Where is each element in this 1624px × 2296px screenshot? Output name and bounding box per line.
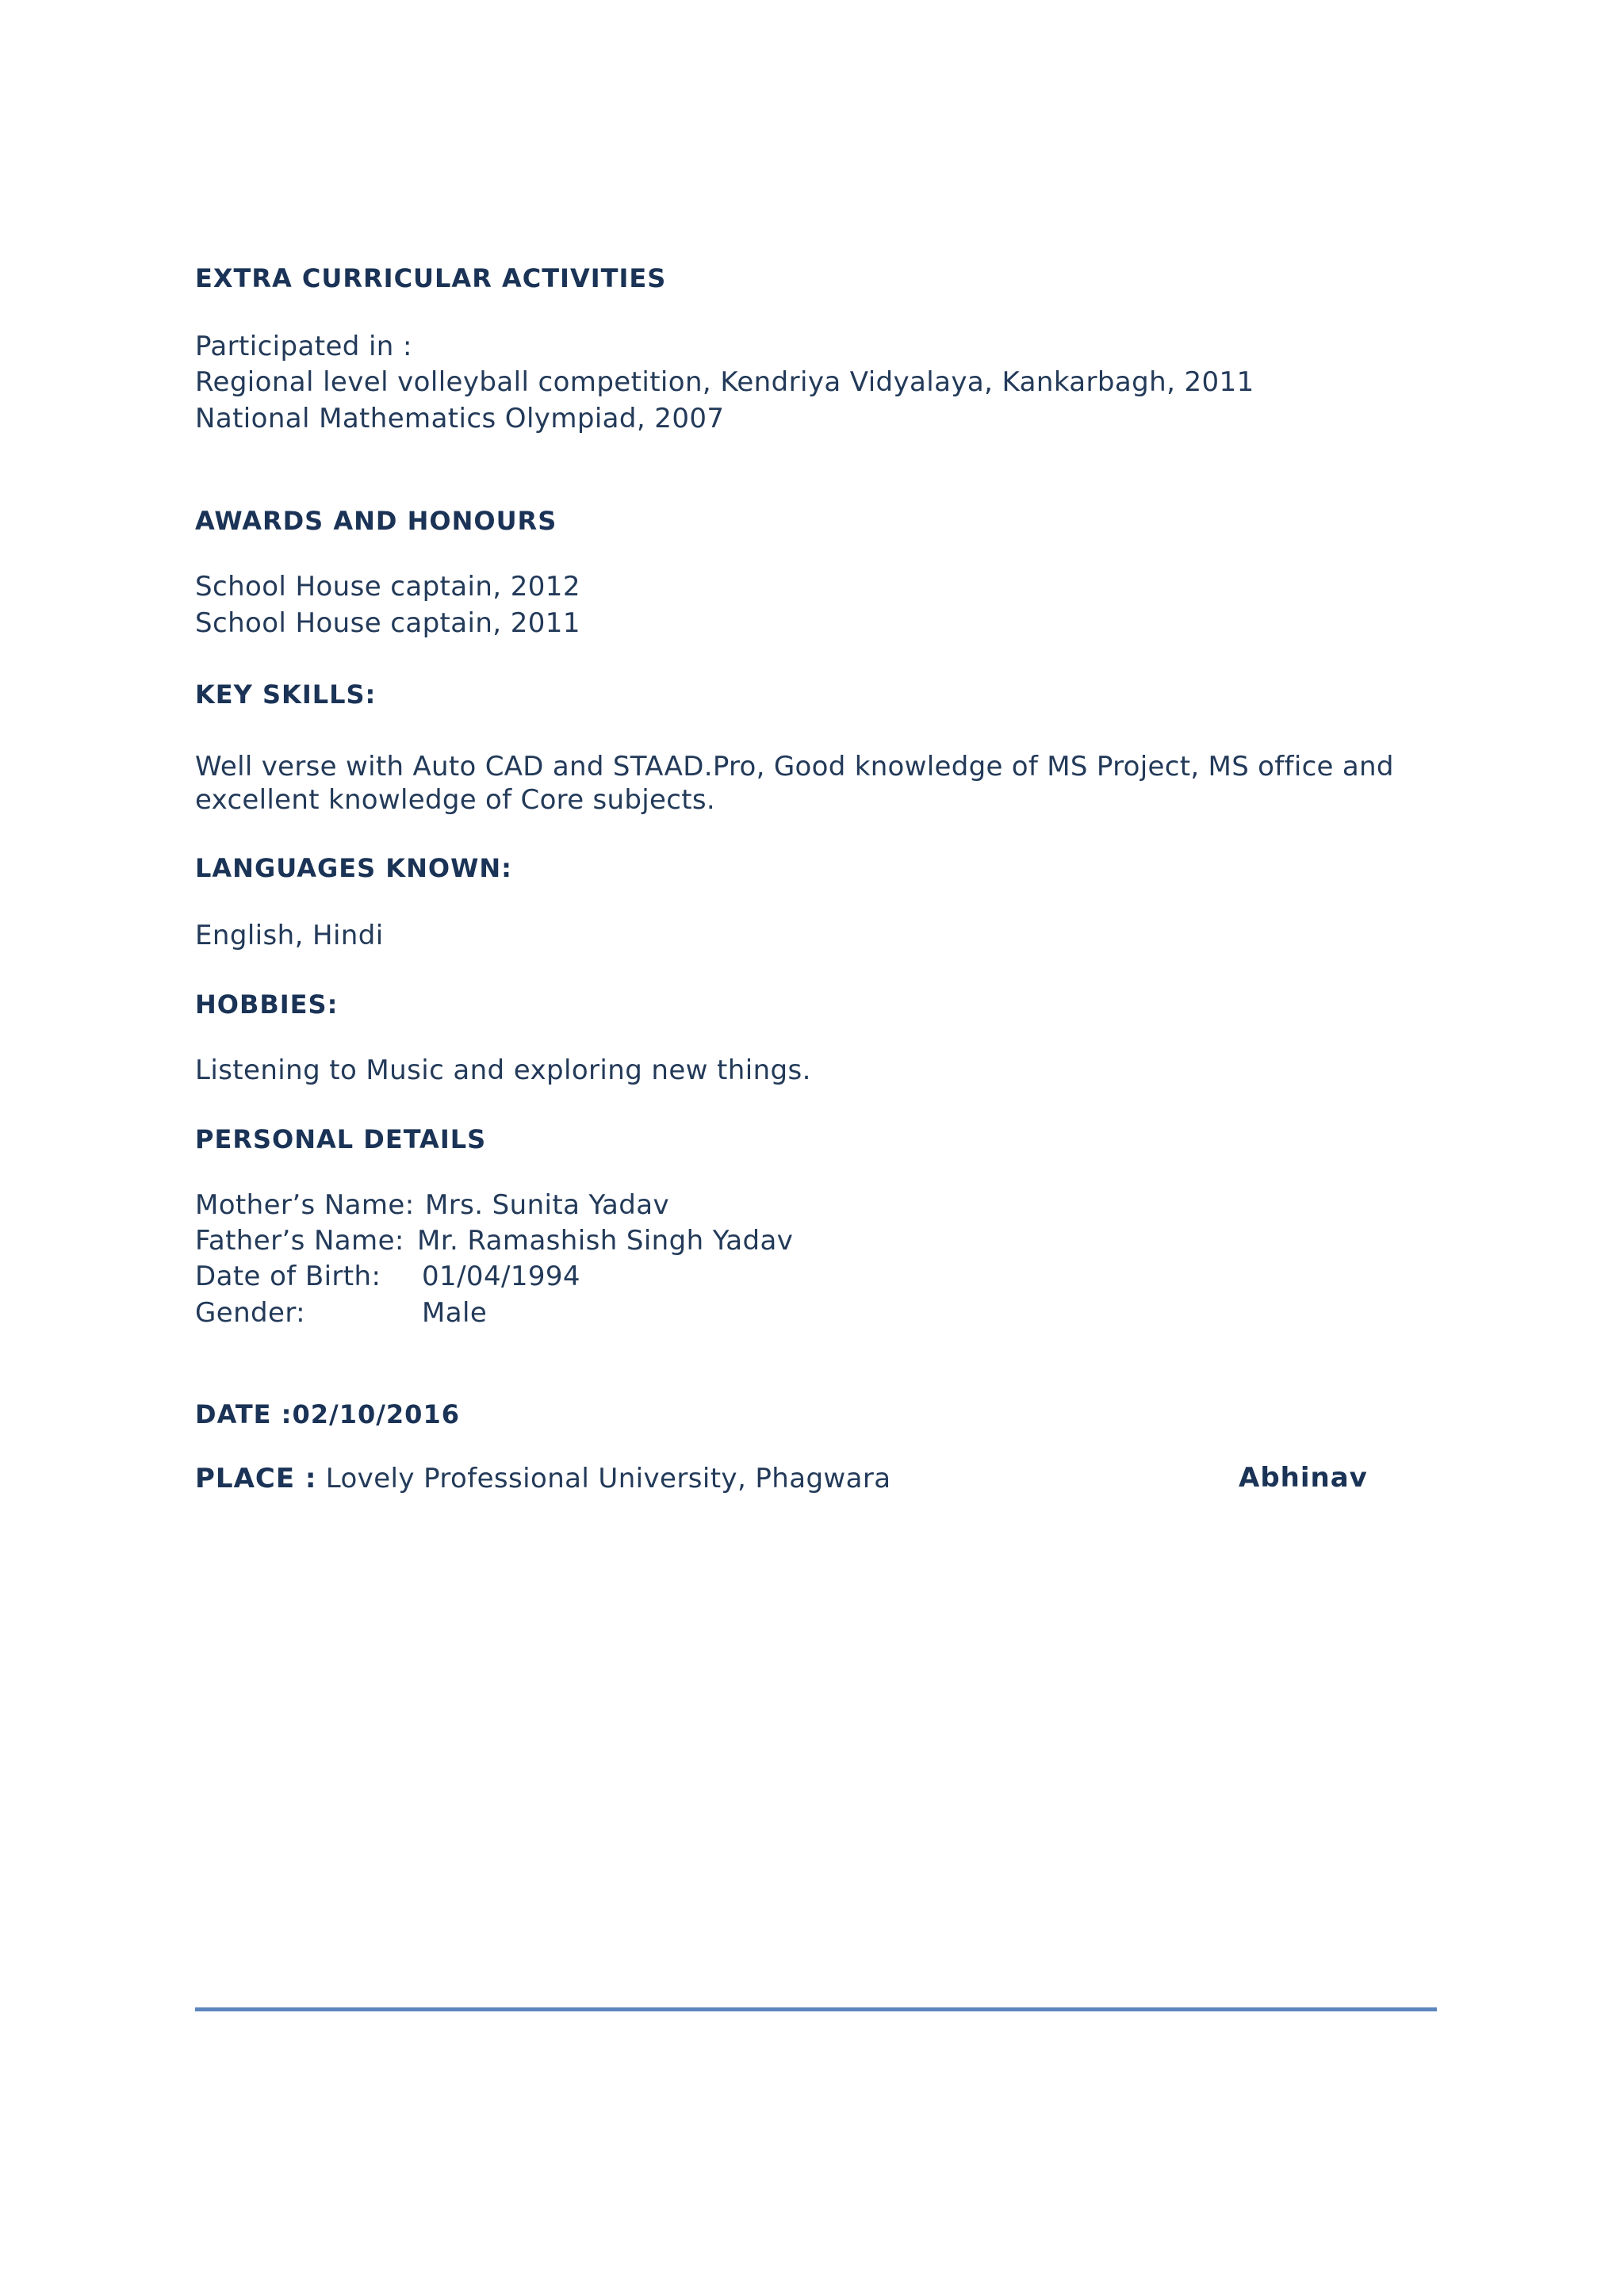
personal-detail-row — [195, 1261, 580, 1292]
personal-detail-label: Mother’s Name: — [195, 1189, 415, 1221]
place-value: Lovely Professional University, Phagwara — [325, 1463, 891, 1494]
footer-divider — [195, 2007, 1437, 2011]
awards-heading: AWARDS AND HONOURS — [195, 506, 557, 536]
place-line — [195, 1463, 891, 1494]
personal-detail-value: Male — [422, 1297, 488, 1329]
signature-name: Abhinav — [1239, 1462, 1368, 1494]
personal-detail-row — [195, 1189, 669, 1221]
personal-detail-row — [195, 1225, 793, 1257]
personal-detail-value: 01/04/1994 — [422, 1261, 580, 1292]
personal-detail-value: Mrs. Sunita Yadav — [425, 1189, 670, 1221]
award-item: School House captain, 2012 — [195, 571, 580, 603]
personal-detail-value: Mr. Ramashish Singh Yadav — [417, 1225, 794, 1257]
extra-curricular-item: Regional level volleyball competition, Kendriya Vidyalaya, Kankarbagh, 2011 — [195, 366, 1254, 398]
personal-detail-row — [195, 1297, 487, 1329]
place-label: PLACE : — [195, 1463, 317, 1494]
extra-curricular-intro: Participated in : — [195, 331, 412, 362]
extra-curricular-heading: EXTRA CURRICULAR ACTIVITIES — [195, 263, 667, 293]
extra-curricular-item: National Mathematics Olympiad, 2007 — [195, 403, 725, 434]
personal-detail-label: Father’s Name: — [195, 1225, 404, 1257]
languages-text: English, Hindi — [195, 920, 384, 951]
date-line: DATE :02/10/2016 — [195, 1399, 460, 1429]
personal-details-heading: PERSONAL DETAILS — [195, 1124, 487, 1154]
award-item: School House captain, 2011 — [195, 607, 580, 639]
hobbies-heading: HOBBIES: — [195, 989, 339, 1020]
hobbies-text: Listening to Music and exploring new things. — [195, 1054, 811, 1086]
key-skills-heading: KEY SKILLS: — [195, 679, 377, 710]
personal-detail-label: Date of Birth: — [195, 1261, 381, 1292]
key-skills-text: Well verse with Auto CAD and STAAD.Pro, Good knowledge of MS Project, MS office and excellent knowledge of Core subjects. — [195, 751, 1394, 816]
languages-heading: LANGUAGES KNOWN: — [195, 853, 512, 883]
personal-detail-label: Gender: — [195, 1297, 305, 1329]
